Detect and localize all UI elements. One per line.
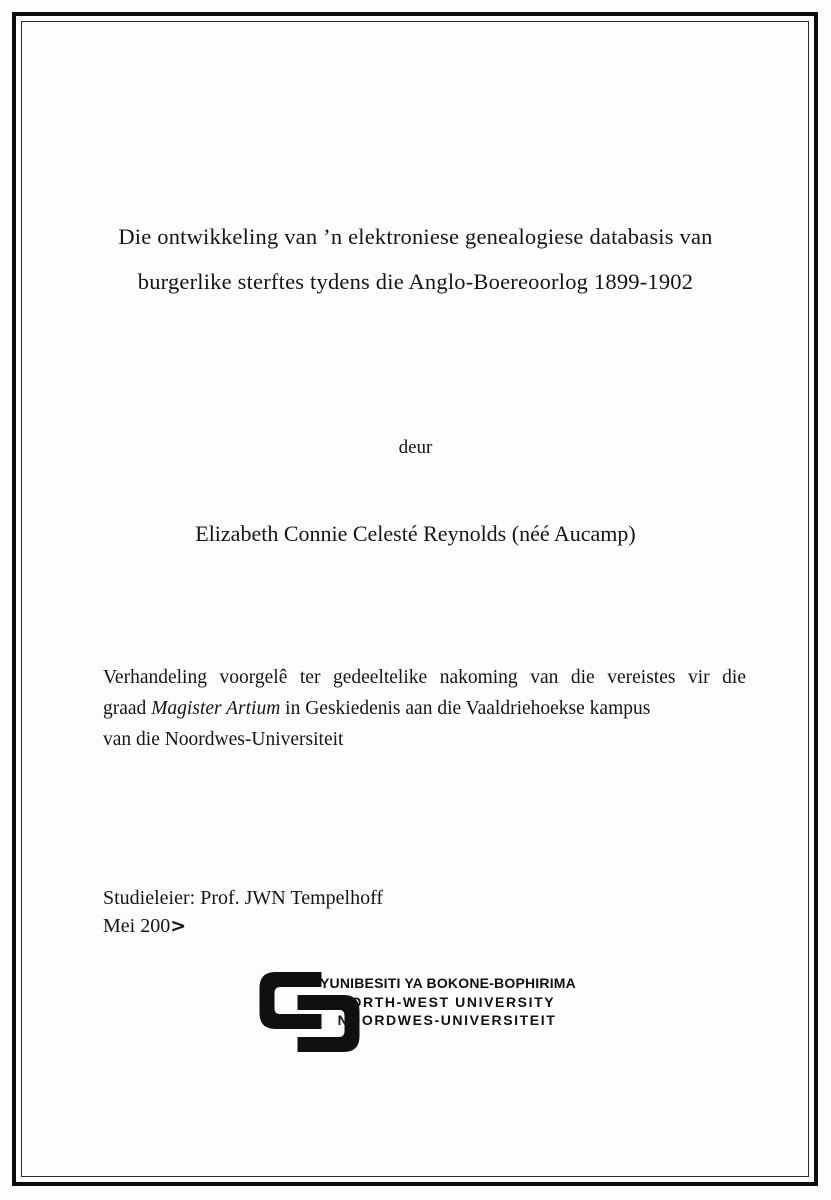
supervisor-line: Studieleier: Prof. JWN Tempelhoff: [103, 887, 384, 909]
degree-statement-line-2-prefix: graad: [103, 698, 147, 719]
date-text: Mei 200: [103, 915, 171, 937]
university-logo-text: [320, 974, 574, 1030]
degree-statement-line-2: [103, 693, 746, 724]
thesis-title-line-1: Die ontwikkeling van ’n elektroniese genealogiese databasis van: [118, 224, 713, 249]
university-logo: [258, 972, 574, 1052]
degree-statement-line-2-suffix: in Geskiedenis aan die Vaaldriehoekse kampus: [285, 698, 651, 719]
degree-statement: [103, 662, 746, 755]
logo-line-setswana: YUNIBESITI YA BOKONE-BOPHIRIMA: [320, 975, 576, 991]
byline-deur: deur: [398, 437, 433, 458]
logo-line-afrikaans: NOORDWES-UNIVERSITEIT: [337, 1012, 557, 1028]
date-seven-glyph: >: [170, 915, 186, 937]
degree-statement-line-1: Verhandeling voorgelê ter gedeeltelike nakoming van die vereistes vir die: [103, 667, 746, 688]
date-line: [103, 915, 185, 938]
degree-statement-line-3: van die Noordwes-Universiteit: [103, 729, 344, 750]
thesis-title: [60, 214, 771, 304]
thesis-title-line-2: burgerlike sterftes tydens die Anglo-Boereoorlog 1899-1902: [137, 269, 694, 294]
degree-name-italic: Magister Artium: [151, 698, 281, 719]
logo-line-english: NORTH-WEST UNIVERSITY: [338, 993, 556, 1010]
author-name: Elizabeth Connie Celesté Reynolds (néé Aucamp): [195, 521, 636, 546]
